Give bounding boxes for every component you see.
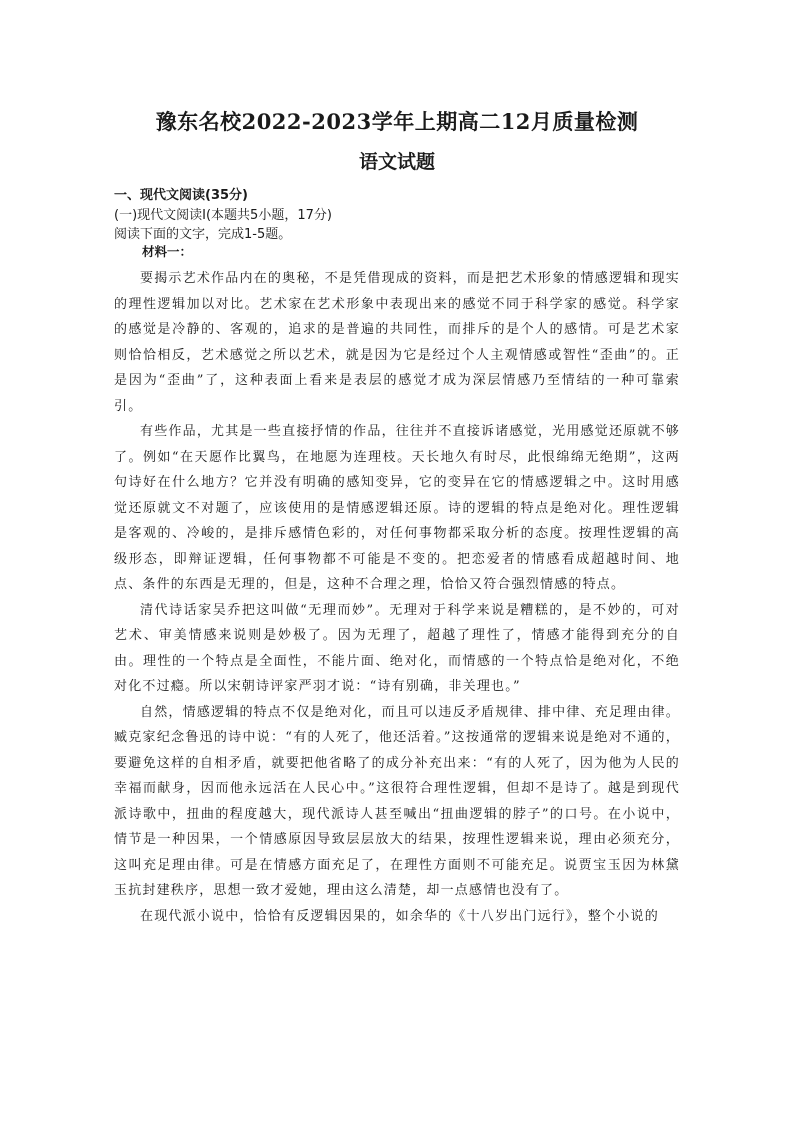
sub-section-heading: (一)现代文阅读I(本题共5小题，17分): [114, 208, 332, 223]
passage-paragraph: 清代诗话家吴乔把这叫做“无理而妙”。无理对于科学来说是糟糕的，是不妙的，可对艺术、审美情感来说则是妙极了。因为无理了，超越了理性了，情感才能得到充分的自由。理性的一个特点是全面性，不能片面、绝对化，而情感的一个特点恰是绝对化，不绝对化不过瘾。所以宋朝诗评家严羽才说：“诗有别确，非关理也。”: [114, 602, 680, 694]
exam-subject-title: 语文试题: [358, 151, 435, 173]
passage-body: [114, 266, 680, 929]
reading-instruction: 阅读下面的文字，完成1-5题。: [114, 227, 292, 242]
passage-paragraph: 在现代派小说中，恰恰有反逻辑因果的，如余华的《十八岁出门远行》，整个小说的: [140, 908, 659, 924]
section-heading: 一、现代文阅读(35分): [114, 188, 248, 203]
passage-paragraph: 要揭示艺术作品内在的奥秘，不是凭借现成的资料，而是把艺术形象的情感逻辑和现实的理性逻辑加以对比。艺术家在艺术形象中表现出来的感觉不同于科学家的感觉。科学家的感觉是冷静的、客观的，追求的是普遍的共同性，而排斥的是个人的感情。可是艺术家则恰恰相反，艺术感觉之所以艺术，就是因为它是经过个人主观情感或智性“歪曲”的。正是因为“歪曲”了，这种表面上看来是表层的感觉才成为深层情感乃至情结的一种可靠索引。: [114, 271, 680, 414]
passage-paragraph: 自然，情感逻辑的特点不仅是绝对化，而且可以违反矛盾规律、排中律、充足理由律。臧克家纪念鲁迅的诗中说：“有的人死了，他还活着。”这按通常的逻辑来说是绝对不通的，要避免这样的自相矛盾，就要把他省略了的成分补充出来：“有的人死了，因为他为人民的幸福而献身，因而他永远活在人民心中。”这很符合理性逻辑，但却不是诗了。越是到现代派诗歌中，扭曲的程度越大，现代派诗人甚至喊出“扭曲逻辑的脖子”的口号。在小说中，情节是一种因果，一个情感原因导致层层放大的结果，按理性逻辑来说，理由必须充分，这叫充足理由律。可是在情感方面充足了，在理性方面则不可能充足。说贾宝玉因为林黛玉抗封建秩序，思想一致才爱她，理由这么清楚，却一点感情也没有了。: [114, 704, 680, 898]
passage-paragraph: 有些作品，尤其是一些直接抒情的作品，往往并不直接诉诸感觉，光用感觉还原就不够了。例如“在天愿作比翼鸟，在地愿为连理枝。天长地久有时尽，此恨绵绵无绝期”，这两句诗好在什么地方？它并没有明确的感知变异，它的变异在它的情感逻辑之中。这时用感觉还原就文不对题了，应该使用的是情感逻辑还原。诗的逻辑的特点是绝对化。理性逻辑是客观的、冷峻的，是排斥感情色彩的，对任何事物都采取分析的态度。按理性逻辑的高级形态，即辩证逻辑，任何事物都不可能是不变的。把恋爱者的情感看成超越时间、地点、条件的东西是无理的，但是，这种不合理之理，恰恰又符合强烈情感的特点。: [114, 424, 680, 592]
material-label: 材料一：: [142, 244, 193, 259]
exam-title: 豫东名校2022-2023学年上期高二12月质量检测: [155, 109, 639, 134]
